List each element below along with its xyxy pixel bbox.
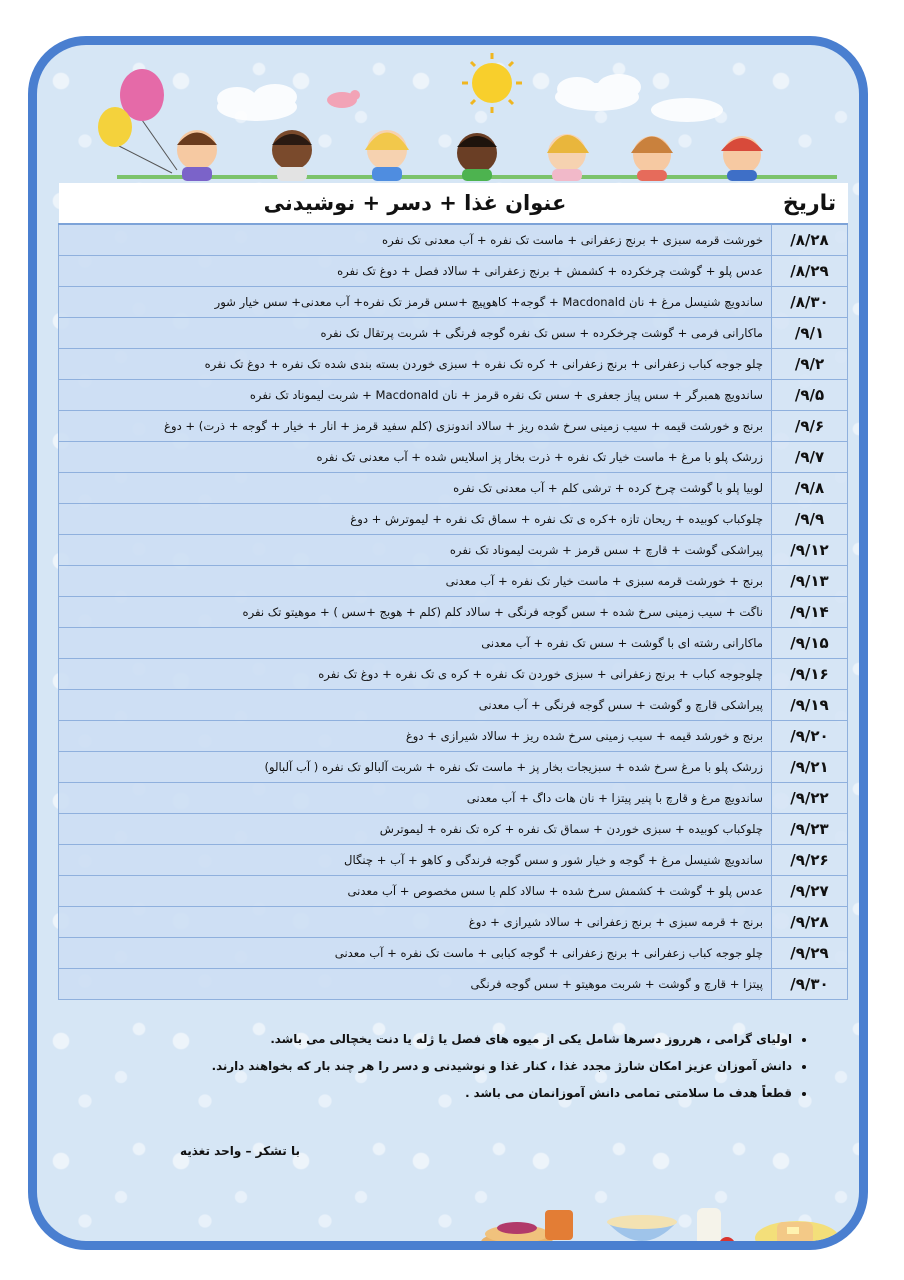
sun-icon — [462, 53, 522, 113]
notes-list — [150, 1032, 810, 1100]
breakfast-illustration — [477, 1200, 847, 1250]
date-cell: /۸/۲۸ — [772, 224, 848, 256]
date-cell: /۹/۲۹ — [772, 938, 848, 969]
table-row — [59, 628, 848, 659]
table-row — [59, 659, 848, 690]
date-cell: /۹/۲۷ — [772, 876, 848, 907]
menu-items-cell: ماکارانی فرمی + گوشت چرخکرده + سس تک نفره گوجه فرنگی + شربت پرتقال تک نفره — [59, 318, 772, 349]
date-cell: /۹/۱ — [772, 318, 848, 349]
date-cell: /۸/۳۰ — [772, 287, 848, 318]
menu-items-cell: چلو جوجه کباب زعفرانی + برنج زعفرانی + گوجه کبابی + ماست تک نفره + آب معدنی — [59, 938, 772, 969]
menu-items-cell: ناگت + سیب زمینی سرخ شده + سس گوجه فرنگی + سالاد کلم (کلم + هویج +سس ) + موهیتو تک نفره — [59, 597, 772, 628]
table-row — [59, 504, 848, 535]
table-row — [59, 318, 848, 349]
table-row — [59, 938, 848, 969]
date-cell: /۹/۳۰ — [772, 969, 848, 1000]
table-row — [59, 442, 848, 473]
table-row — [59, 411, 848, 442]
table-row — [59, 969, 848, 1000]
menu-items-cell: برنج و خورشت قیمه + سیب زمینی سرخ شده ریز + سالاد اندونزی (کلم سفید قرمز + انار + خیار + گوجه + ذرت) + دوغ — [59, 411, 772, 442]
date-cell: /۹/۸ — [772, 473, 848, 504]
date-cell: /۹/۱۳ — [772, 566, 848, 597]
menu-items-cell: پیراشکی گوشت + قارچ + سس قرمز + شربت لیموناد تک نفره — [59, 535, 772, 566]
date-cell: /۹/۲۲ — [772, 783, 848, 814]
table-row — [59, 256, 848, 287]
table-row — [59, 845, 848, 876]
menu-items-cell: لوبیا پلو با گوشت چرخ کرده + ترشی کلم + آب معدنی تک نفره — [59, 473, 772, 504]
table-row — [59, 287, 848, 318]
menu-items-cell: چلو جوجه کباب زعفرانی + برنج زعفرانی + کره تک نفره + سبزی خوردن بسته بندی شده تک نفره + دوغ تک نفره — [59, 349, 772, 380]
date-cell: /۹/۲۰ — [772, 721, 848, 752]
milk-bottle-icon — [697, 1208, 735, 1250]
table-row — [59, 907, 848, 938]
menu-items-cell: زرشک پلو با مرغ + ماست خیار تک نفره + ذرت بخار پز اسلایس شده + آب معدنی تک نفره — [59, 442, 772, 473]
date-cell: /۹/۲۶ — [772, 845, 848, 876]
date-cell: /۹/۲۱ — [772, 752, 848, 783]
bird-icon — [327, 90, 360, 108]
table-header-row — [59, 183, 848, 224]
table-row — [59, 380, 848, 411]
children-icon — [117, 130, 837, 181]
table-row — [59, 876, 848, 907]
balloons-icon — [98, 69, 177, 173]
date-cell: /۸/۲۹ — [772, 256, 848, 287]
date-cell: /۹/۵ — [772, 380, 848, 411]
table-row — [59, 814, 848, 845]
lunch-menu-table — [58, 183, 848, 1000]
date-cell: /۹/۱۵ — [772, 628, 848, 659]
date-cell: /۹/۲۳ — [772, 814, 848, 845]
table-row — [59, 783, 848, 814]
menu-table-body — [59, 224, 848, 1000]
note-desserts: • اولیای گرامی ، هرروز دسرها شامل یکی از میوه های فصل یا ژله یا دنت یخچالی می باشد. — [150, 1032, 792, 1046]
notes-section — [150, 1032, 810, 1113]
menu-items-cell: پیتزا + قارچ و گوشت + شربت موهیتو + سس گوجه فرنگی — [59, 969, 772, 1000]
date-cell: /۹/۱۶ — [772, 659, 848, 690]
table-row — [59, 566, 848, 597]
menu-items-cell: پیراشکی قارچ و گوشت + سس گوجه فرنگی + آب معدنی — [59, 690, 772, 721]
table-row — [59, 349, 848, 380]
date-cell: /۹/۲۸ — [772, 907, 848, 938]
toast-plate-icon — [755, 1221, 839, 1250]
pancakes-icon — [481, 1222, 553, 1250]
date-cell: /۹/۹ — [772, 504, 848, 535]
table-row — [59, 473, 848, 504]
menu-items-cell: ساندویچ شنیسل مرغ + گوجه و خیار شور و سس گوجه فرندگی و کاهو + آب + چنگال — [59, 845, 772, 876]
menu-items-cell: چلوکباب کوبیده + سبزی خوردن + سماق تک نفره + کره تک نفره + لیموترش — [59, 814, 772, 845]
menu-items-cell: برنج و خورشد قیمه + سیب زمینی سرخ شده ریز + سالاد شیرازی + دوغ — [59, 721, 772, 752]
table-row — [59, 690, 848, 721]
cereal-bowl-icon — [607, 1215, 677, 1241]
menu-items-cell: برنج + قرمه سبزی + برنج زعفرانی + سالاد شیرازی + دوغ — [59, 907, 772, 938]
date-cell: /۹/۶ — [772, 411, 848, 442]
menu-items-cell: خورشت قرمه سبزی + برنج زعفرانی + ماست تک نفره + آب معدنی تک نفره — [59, 224, 772, 256]
signature: با تشکر – واحد تغذیه — [179, 1144, 300, 1158]
date-cell: /۹/۱۲ — [772, 535, 848, 566]
menu-items-cell: ساندویچ شنیسل مرغ + نان Macdonald + گوجه+ کاهوپیچ +سس قرمز تک نفره+ آب معدنی+ سس خیار شور — [59, 287, 772, 318]
table-row — [59, 535, 848, 566]
date-column-header: تاریخ — [772, 183, 848, 224]
menu-items-cell: چلوکباب کوبیده + ریحان تازه +کره ی تک نفره + سماق تک نفره + لیموترش + دوغ — [59, 504, 772, 535]
menu-items-cell: ساندویچ همبرگر + سس پیاز جعفری + سس تک نفره قرمز + نان Macdonald + شربت لیموناد تک نفره — [59, 380, 772, 411]
menu-items-cell: ساندویچ مرغ و قارچ با پنیر پیتزا + نان هات داگ + آب معدنی — [59, 783, 772, 814]
cloud-icon — [217, 74, 723, 122]
date-cell: /۹/۱۹ — [772, 690, 848, 721]
menu-items-cell: عدس پلو + گوشت چرخکرده + کشمش + برنج زعفرانی + سالاد فصل + دوغ تک نفره — [59, 256, 772, 287]
menu-items-cell: برنج + خورشت قرمه سبزی + ماست خیار تک نفره + آب معدنی — [59, 566, 772, 597]
table-row — [59, 752, 848, 783]
coffee-cup-icon — [545, 1210, 573, 1240]
table-row — [59, 597, 848, 628]
date-cell: /۹/۲ — [772, 349, 848, 380]
menu-items-cell: ماکارانی رشته ای با گوشت + سس تک نفره + آب معدنی — [59, 628, 772, 659]
table-row — [59, 224, 848, 256]
menu-column-header: عنوان غذا + دسر + نوشیدنی — [59, 183, 772, 224]
menu-items-cell: عدس پلو + گوشت + کشمش سرخ شده + سالاد کلم با سس مخصوص + آب معدنی — [59, 876, 772, 907]
menu-items-cell: چلوجوجه کباب + برنج زعفرانی + سبزی خوردن تک نفره + کره ی تک نفره + دوغ تک نفره — [59, 659, 772, 690]
date-cell: /۹/۷ — [772, 442, 848, 473]
table-row — [59, 721, 848, 752]
menu-items-cell: زرشک پلو با مرغ سرخ شده + سبزیجات بخار پز + ماست تک نفره + شربت آلبالو تک نفره ( آب آلبالو) — [59, 752, 772, 783]
date-cell: /۹/۱۴ — [772, 597, 848, 628]
kids-header-illustration — [37, 45, 859, 195]
note-health: • قطعاً هدف ما سلامتی تمامی دانش آموزانمان می باشد . — [150, 1086, 792, 1100]
note-recharge: • دانش آموزان عزیز امکان شارژ مجدد غذا ، کنار غذا و نوشیدنی و دسر را هر چند بار که بخواهند دارند. — [150, 1059, 792, 1073]
